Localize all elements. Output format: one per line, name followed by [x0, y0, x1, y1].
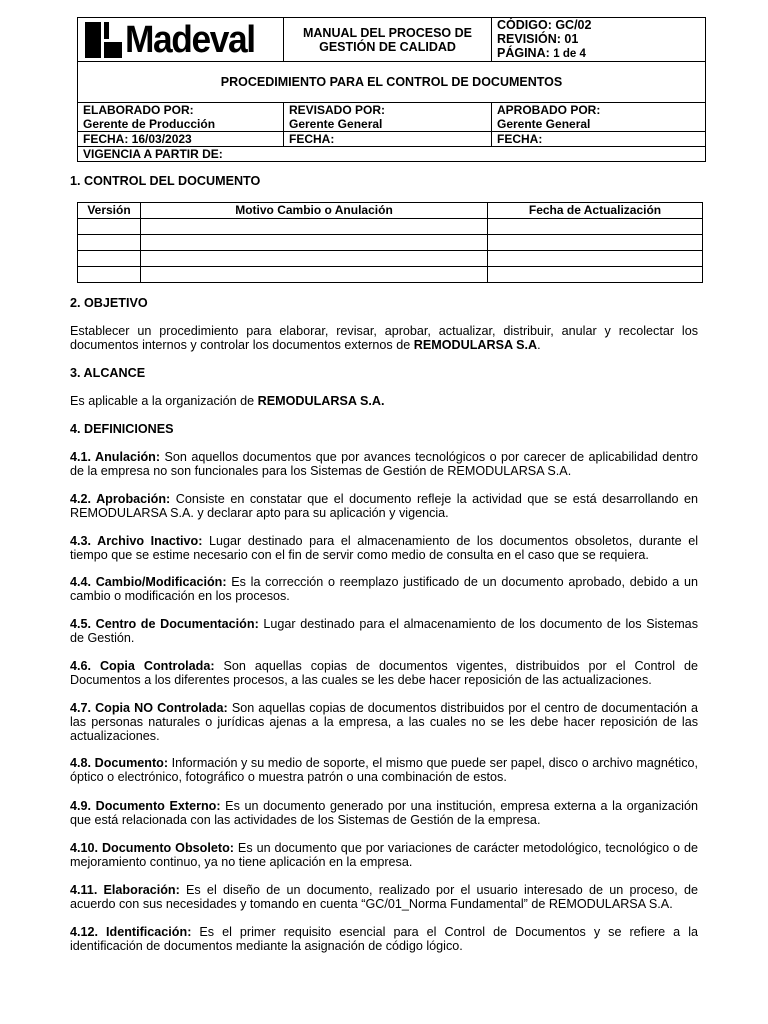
revisado-label: REVISADO POR: — [289, 103, 386, 117]
definition-text: Lugar destinado para el almacenamiento de los documentos obsoletos, durante el tiempo que se estime necesario con el fin de servir como medio de consulta en el caso que se requiera. — [70, 534, 698, 562]
control-table-row — [78, 251, 703, 267]
control-col-version: Versión — [78, 203, 141, 219]
definition-term: 4.9. Documento Externo: — [70, 799, 221, 813]
definition-term: 4.2. Aprobación: — [70, 492, 171, 506]
definition-item — [70, 575, 698, 603]
definition-item — [70, 701, 698, 743]
revisado-value: Gerente General — [289, 117, 383, 131]
control-table-cell — [488, 219, 703, 235]
definition-text: Consiste en constatar que el documento refleje la actividad que se está desarrollando en REMODULARSA S.A. y declarar apto para su aplicación y vigencia. — [70, 492, 698, 520]
procedure-title: PROCEDIMIENTO PARA EL CONTROL DE DOCUMENTOS — [78, 62, 706, 103]
alcance-company: REMODULARSA S.A. — [257, 394, 385, 408]
control-table-cell — [78, 267, 141, 283]
definiciones-heading: 4. DEFINICIONES — [70, 422, 174, 436]
aprobado-cell — [492, 103, 706, 132]
control-table-row — [78, 235, 703, 251]
control-table-cell — [141, 251, 488, 267]
document-code: CÓDIGO: GC/02 — [497, 18, 592, 32]
definition-term: 4.5. Centro de Documentación: — [70, 617, 259, 631]
definition-term: 4.6. Copia Controlada: — [70, 659, 215, 673]
definition-text: Son aquellos documentos que por avances tecnológicos o por carecer de aplicabilidad dentro de la empresa no son funcionales para los Sistemas de Gestión de REMODULARSA S.A. — [70, 450, 698, 478]
control-table-cell — [78, 219, 141, 235]
alcance-body: Es aplicable a la organización de — [70, 394, 258, 408]
manual-title — [284, 18, 492, 62]
aprobado-value: Gerente General — [497, 117, 591, 131]
elaborado-cell — [78, 103, 284, 132]
fecha-elaborado: FECHA: 16/03/2023 — [78, 132, 284, 147]
definition-item — [70, 799, 698, 827]
alcance-text — [70, 394, 698, 408]
definition-text: Lugar destinado para el almacenamiento de los documento de los Sistemas de Gestión. — [70, 617, 698, 645]
definition-term: 4.12. Identificación: — [70, 925, 192, 939]
definition-text: Es la corrección o reemplazo justificado de un documento aprobado, debido a un cambio o modificación en los procesos. — [70, 575, 699, 603]
definition-item — [70, 492, 698, 520]
definition-term: 4.3. Archivo Inactivo: — [70, 534, 203, 548]
aprobado-label: APROBADO POR: — [497, 103, 601, 117]
alcance-heading: 3. ALCANCE — [70, 366, 146, 380]
revisado-cell — [284, 103, 492, 132]
page-label: PÁGINA: — [497, 46, 554, 60]
vigencia: VIGENCIA A PARTIR DE: — [78, 147, 706, 162]
elaborado-value: Gerente de Producción — [83, 117, 216, 131]
company-logo — [78, 19, 283, 61]
definition-item — [70, 925, 698, 953]
control-table-body — [78, 219, 703, 283]
objetivo-body: Establecer un procedimiento para elaborar, revisar, aprobar, actualizar, distribuir, anular y recolectar los documentos internos y controlar los documentos externos de — [70, 324, 698, 352]
definition-term: 4.7. Copia NO Controlada: — [70, 701, 228, 715]
control-table-cell — [141, 235, 488, 251]
objetivo-end: . — [537, 338, 541, 352]
page-value: 1 de 4 — [553, 48, 586, 60]
control-table-cell — [488, 251, 703, 267]
definition-item — [70, 534, 698, 562]
definition-text: Información y su medio de soporte, el mismo que puede ser papel, disco o archivo magnético, óptico o electrónico, fotográfico o muestra patrón o una combinación de estos. — [70, 756, 698, 784]
objetivo-text — [70, 324, 698, 352]
objetivo-company: REMODULARSA S.A — [413, 338, 538, 352]
control-heading: 1. CONTROL DEL DOCUMENTO — [70, 174, 261, 188]
control-table — [77, 202, 703, 283]
manual-title-line2: GESTIÓN DE CALIDAD — [319, 39, 456, 54]
control-table-cell — [488, 267, 703, 283]
definition-term: 4.11. Elaboración: — [70, 883, 180, 897]
definition-text: Son aquellas copias de documentos vigentes, distribuidos por el Control de Documentos a los diferentes procesos, a las cuales se les debe hacer reposición de las actualizaciones. — [70, 659, 698, 687]
madeval-logo-mark-icon — [85, 22, 122, 58]
control-col-motivo: Motivo Cambio o Anulación — [141, 203, 488, 219]
control-table-cell — [141, 267, 488, 283]
document-page — [497, 46, 700, 61]
logo-text: Madeval — [125, 18, 255, 61]
objetivo-heading: 2. OBJETIVO — [70, 296, 148, 310]
definition-term: 4.8. Documento: — [70, 756, 169, 770]
control-col-fecha: Fecha de Actualización — [488, 203, 703, 219]
document-header-table — [77, 17, 706, 162]
definition-item — [70, 756, 698, 784]
document-code-block — [492, 18, 706, 62]
control-table-cell — [141, 219, 488, 235]
definition-item — [70, 883, 698, 911]
logo-cell — [78, 18, 284, 62]
control-table-row — [78, 267, 703, 283]
fecha-aprobado: FECHA: — [492, 132, 706, 147]
elaborado-label: ELABORADO POR: — [83, 103, 194, 117]
document-revision: REVISIÓN: 01 — [497, 32, 579, 46]
definition-term: 4.4. Cambio/Modificación: — [70, 575, 227, 589]
definition-item — [70, 841, 698, 869]
control-table-header-row — [78, 203, 703, 219]
definition-text: Es el diseño de un documento, realizado por el usuario interesado de un proceso, de acuerdo con sus necesidades y tomando en cuenta “GC/01_Norma Fundamental” de REMODULARSA S.A. — [70, 883, 698, 911]
definition-text: Es un documento generado por una institución, empresa externa a la organización que está relacionada con las actividades de los Sistemas de Gestión de la empresa. — [70, 799, 698, 827]
control-table-cell — [488, 235, 703, 251]
control-table-cell — [78, 235, 141, 251]
definition-item — [70, 450, 698, 478]
definition-term: 4.10. Documento Obsoleto: — [70, 841, 234, 855]
definition-text: Es el primer requisito esencial para el Control de Documentos y se refiere a la identificación de documentos mediante la asignación de código lógico. — [70, 925, 698, 953]
definition-text: Son aquellas copias de documentos distribuidos por el centro de documentación a las personas naturales o jurídicas ajenas a la empresa, a las cuales no se les debe hacer reposición de las actualizaciones. — [70, 701, 698, 743]
definition-item — [70, 659, 698, 687]
control-table-cell — [78, 251, 141, 267]
definition-term: 4.1. Anulación: — [70, 450, 161, 464]
control-table-row — [78, 219, 703, 235]
manual-title-line1: MANUAL DEL PROCESO DE — [302, 25, 472, 40]
definition-text: Es un documento que por variaciones de carácter metodológico, tecnológico o de mejoramiento continuo, ya no tiene aplicación en la empresa. — [70, 841, 698, 869]
definition-item — [70, 617, 698, 645]
fecha-revisado: FECHA: — [284, 132, 492, 147]
